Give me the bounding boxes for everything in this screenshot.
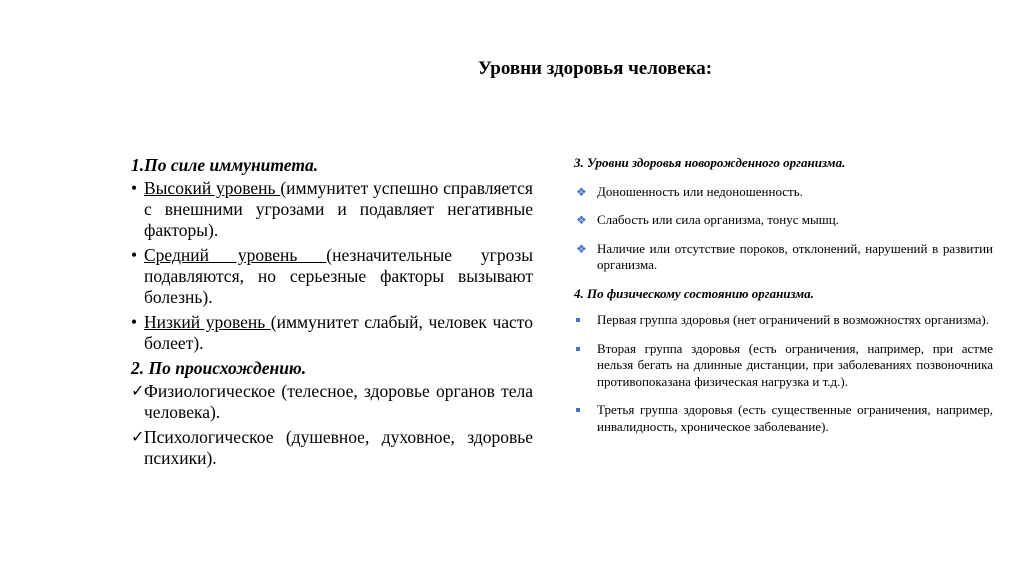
diamond-icon: ❖ xyxy=(576,241,587,256)
section-immunity-heading: 1.По силе иммунитета. xyxy=(131,155,319,175)
level-text: (иммунитет успешно справляется с внешними угрозами и подавляет негативные факторы). xyxy=(144,178,533,240)
section-origin-heading: 2. По происхождению. xyxy=(131,358,307,378)
list-item xyxy=(574,402,993,435)
slide-title: Уровни здоровья человека: xyxy=(477,58,713,79)
left-column xyxy=(131,151,533,473)
level-text: (незначительные угрозы подавляются, но серьезные факторы вызывают болезнь). xyxy=(144,245,534,307)
list-item xyxy=(574,241,993,274)
list-item xyxy=(574,212,993,229)
newborn-text: Доношенность или недоношенность. xyxy=(597,183,803,199)
square-bullet-icon xyxy=(576,408,580,412)
list-item xyxy=(131,381,533,423)
list-item xyxy=(131,245,533,308)
level-label: Высокий уровень xyxy=(144,178,281,198)
section-newborn-heading: 3. Уровни здоровья новорожденного организма. xyxy=(574,155,846,170)
origin-text: Психологическое (душевное, духовное, здоровье психики). xyxy=(144,427,533,468)
level-label: Низкий уровень xyxy=(144,312,271,332)
diamond-icon: ❖ xyxy=(576,213,587,227)
section-physical-heading: 4. По физическому состоянию организма. xyxy=(574,285,814,301)
list-item xyxy=(574,341,993,391)
checkmark-icon: ✓ xyxy=(131,429,145,446)
newborn-text: Наличие или отсутствие пороков, отклонений, нарушений в развитии организма. xyxy=(597,240,993,272)
bullet-icon: • xyxy=(131,245,138,265)
newborn-text: Слабость или сила организма, тонус мышц. xyxy=(597,212,839,227)
list-item xyxy=(574,312,993,329)
square-bullet-icon xyxy=(576,318,580,322)
physical-text: Первая группа здоровья (нет ограничений в возможностях организма). xyxy=(597,312,989,327)
checkmark-icon: ✓ xyxy=(131,383,145,400)
bullet-icon: • xyxy=(131,312,138,332)
diamond-icon: ❖ xyxy=(576,184,587,199)
list-item xyxy=(131,178,533,241)
right-column xyxy=(574,155,993,447)
list-item xyxy=(574,184,993,201)
origin-text: Физиологическое (телесное, здоровье органов тела человека). xyxy=(144,381,533,422)
physical-text: Вторая группа здоровья (есть ограничения, например, при астме нельзя бегать на длинные дистанции, при заболеваниях позвоночника противопоказана физическая нагрузка и т.д.). xyxy=(597,340,993,389)
bullet-icon: • xyxy=(131,178,138,198)
level-label: Средний уровень xyxy=(144,245,327,265)
square-bullet-icon xyxy=(576,347,580,351)
physical-text: Третья группа здоровья (есть существенные ограничения, например, инвалидность, хроническое заболевание). xyxy=(597,402,993,434)
level-text: (иммунитет слабый, человек часто болеет). xyxy=(144,312,533,353)
list-item xyxy=(131,312,533,354)
list-item xyxy=(131,427,533,469)
